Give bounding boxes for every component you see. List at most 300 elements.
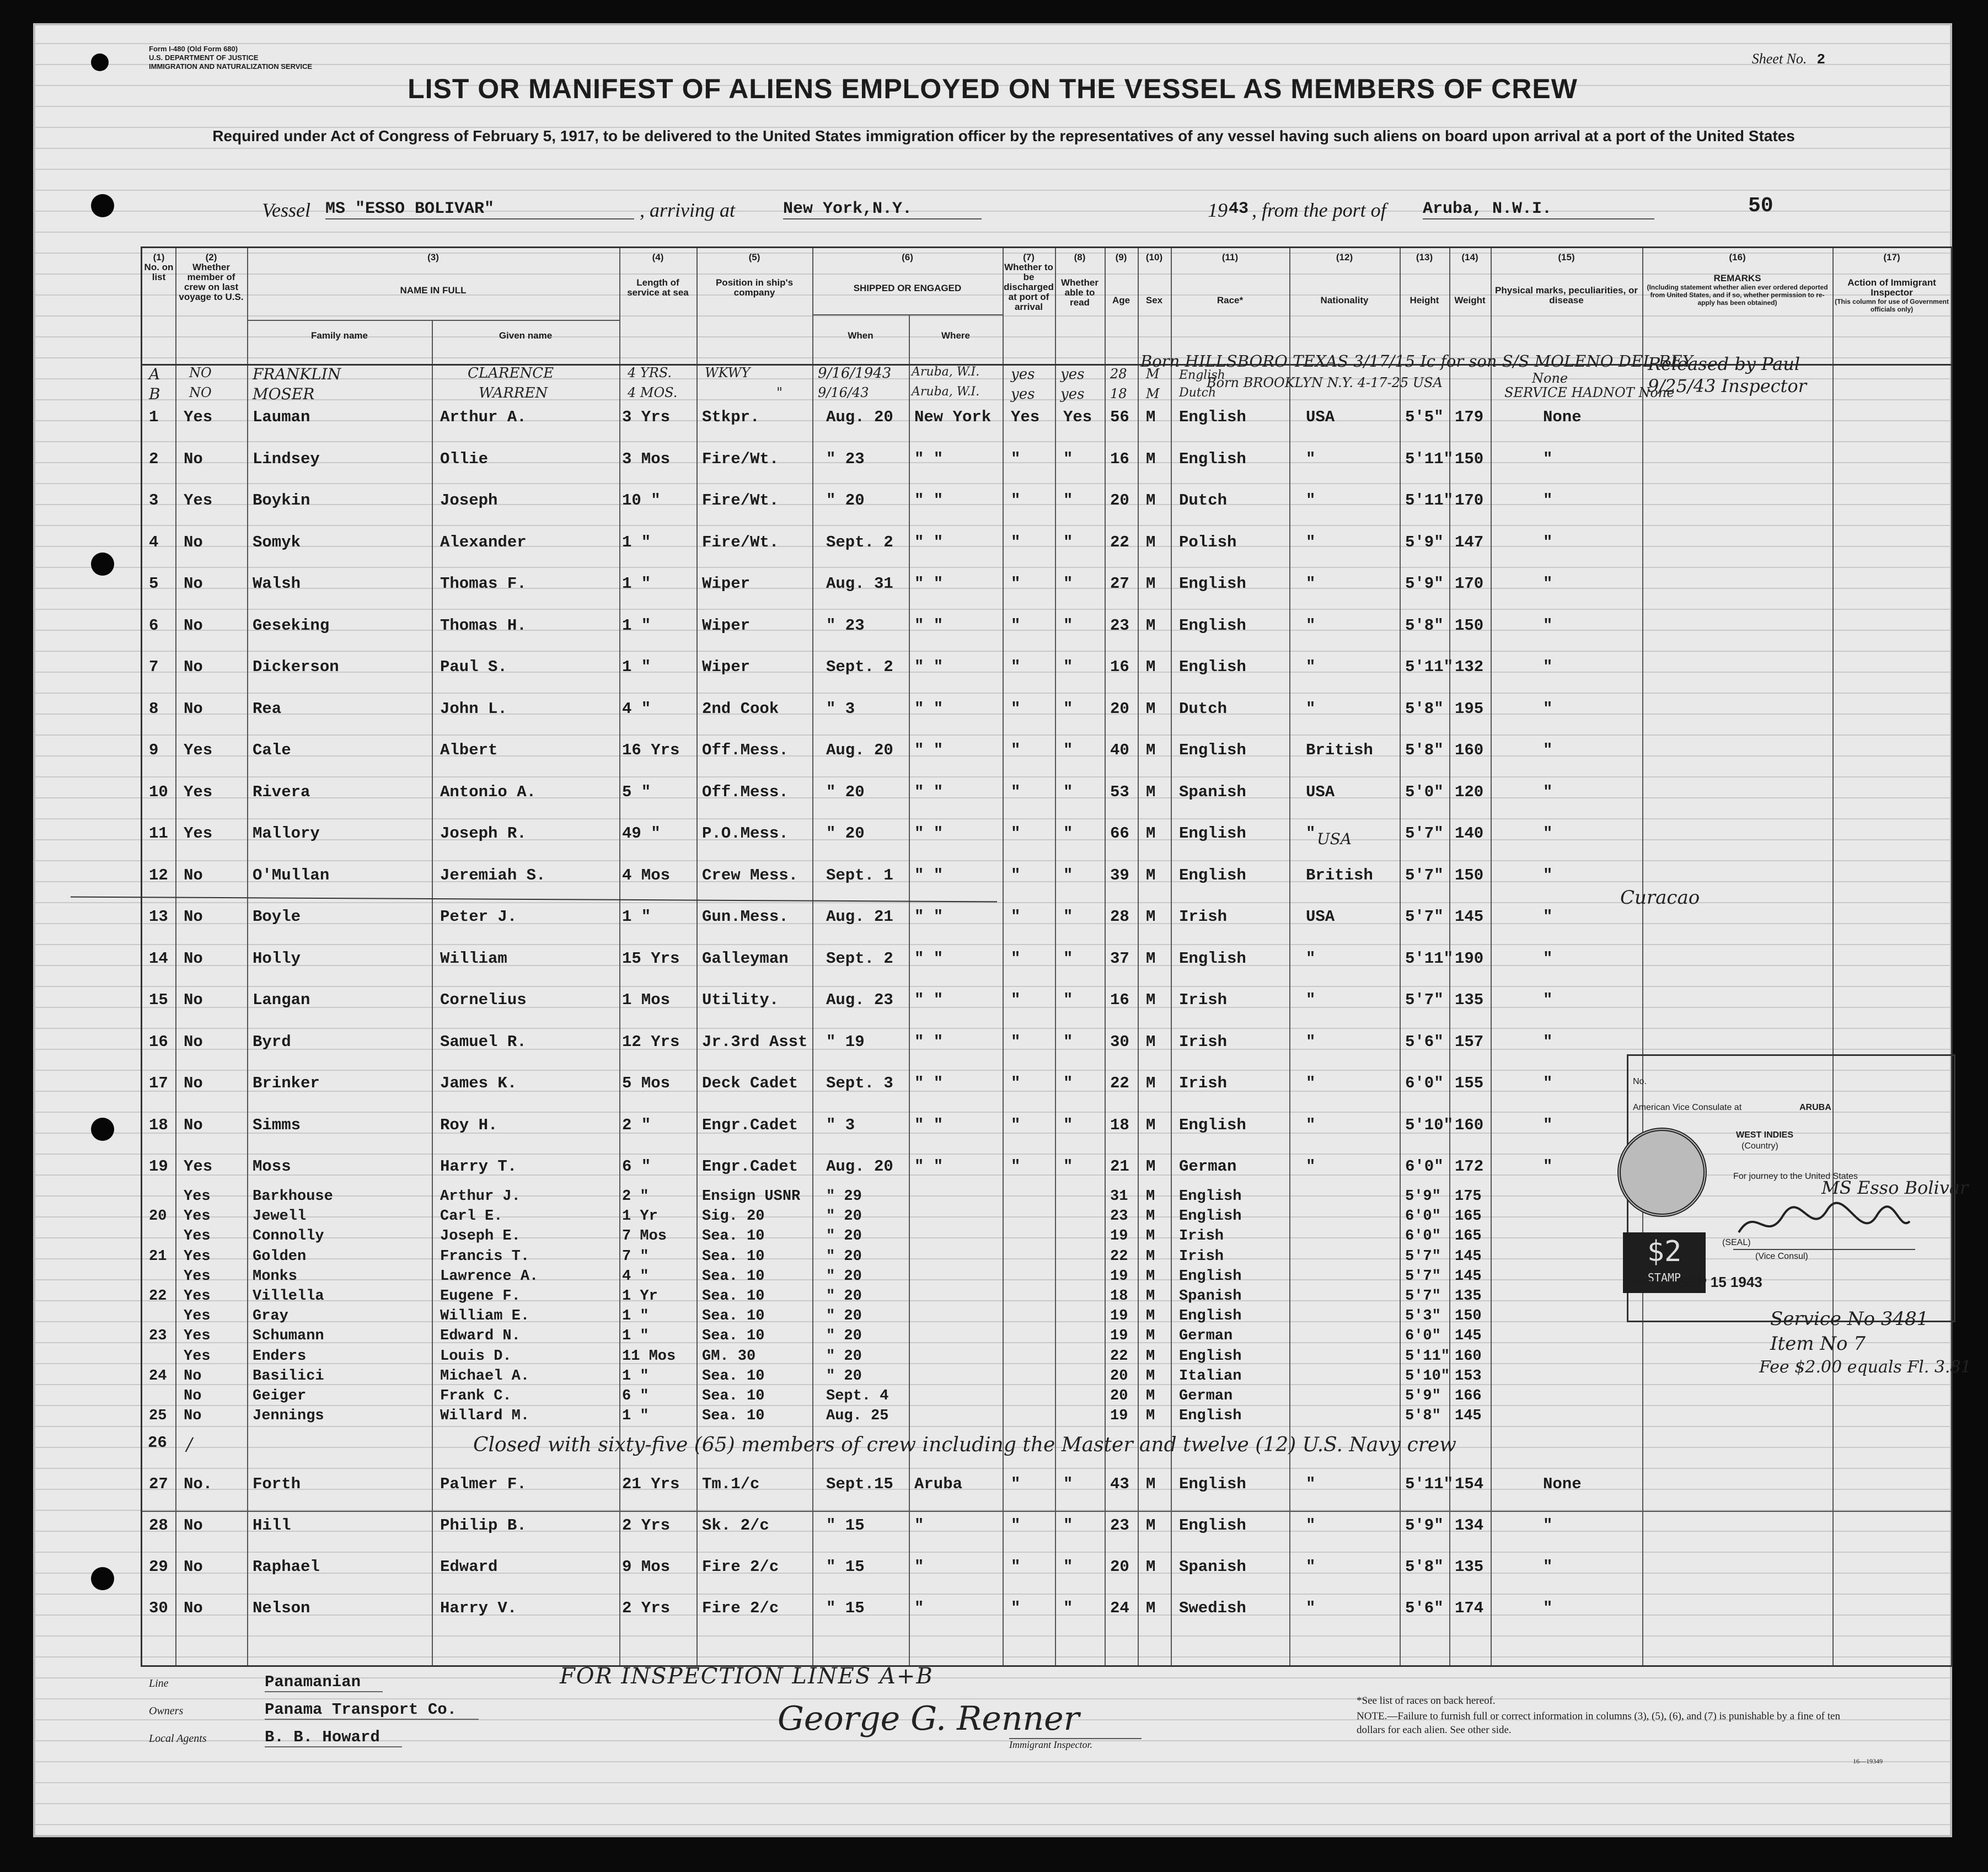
cell-weight: 154 [1455, 1475, 1484, 1493]
col6-header: (6) SHIPPED OR ENGAGED [853, 252, 962, 293]
cell-phys: " [1543, 1115, 1553, 1134]
cell-when: " 20 [826, 491, 865, 509]
cell-last: No [184, 1115, 203, 1134]
cell-last: No [184, 949, 203, 968]
cell-position: P.O.Mess. [702, 824, 789, 843]
cell-last: No [184, 991, 203, 1009]
cell-weight: 170 [1455, 575, 1484, 593]
cell-height: 5'8" [1405, 616, 1444, 635]
cell-service: 1 " [622, 658, 651, 676]
cell-last: Yes [184, 1157, 213, 1176]
cell-weight: 145 [1455, 1248, 1482, 1265]
cell-position: 2nd Cook [702, 699, 779, 718]
cell-service: 1 Yr [622, 1208, 658, 1225]
cell-age: 27 [1110, 575, 1129, 593]
cell-weight: 157 [1455, 1032, 1484, 1051]
cell-position: Wiper [702, 575, 751, 593]
cell-no: 25 [149, 1408, 167, 1425]
cell-position: Tm.1/c [702, 1475, 760, 1493]
cell-race: English [1179, 1348, 1242, 1365]
cell-read: " [1063, 533, 1073, 551]
cell-height: 5'5" [1405, 408, 1444, 426]
cell-no: 30 [149, 1599, 168, 1617]
cell-phys: " [1543, 658, 1553, 676]
cell-phys: " [1543, 1599, 1553, 1617]
cell-read: " [1063, 1032, 1073, 1051]
cell-race: Irish [1179, 991, 1228, 1009]
cell-height: 5'11" [1405, 449, 1454, 468]
cell-given: Eugene F. [440, 1288, 521, 1305]
col10-header: (10) Sex [1145, 252, 1163, 305]
cell-disch: " [1011, 1599, 1021, 1617]
cell-position: Off.Mess. [702, 782, 789, 801]
cell-age: 20 [1110, 1367, 1128, 1385]
cell-family: Lauman [253, 408, 310, 426]
cell-no: 11 [149, 824, 168, 843]
cell-when: " 20 [826, 1328, 862, 1345]
cell-no: 27 [149, 1475, 168, 1493]
cell-service: 7 Mos [622, 1228, 667, 1245]
print-code: 16—19349 [1853, 1757, 1883, 1765]
cell-nat: " [1306, 1516, 1316, 1535]
cell-when: " 20 [826, 1248, 862, 1265]
cell-last: Yes [184, 824, 213, 843]
cell-read: Yes [1063, 408, 1092, 426]
cell-where: " " [914, 491, 944, 509]
cell-sex: M [1146, 658, 1156, 676]
consular-seal [1617, 1128, 1707, 1217]
cell-weight: 145 [1455, 1268, 1482, 1285]
cell-family: Dickerson [253, 658, 339, 676]
cell-where: " [914, 1516, 924, 1535]
cell-weight: 145 [1455, 1408, 1482, 1425]
cell-phys: " [1543, 1558, 1553, 1576]
cell-position: Sea. 10 [702, 1408, 765, 1425]
cell-height: 6'0" [1405, 1228, 1441, 1245]
inspection-note: FOR INSPECTION LINES A+B [560, 1664, 934, 1689]
cell-where: " " [914, 949, 944, 968]
cell-nat: " [1306, 616, 1316, 635]
cell-height: 5'6" [1405, 1599, 1444, 1617]
cell-race: English [1179, 449, 1246, 468]
cell-sex: M [1146, 1328, 1155, 1345]
cell-family: Jewell [253, 1208, 307, 1225]
cell-service: 1 " [622, 1308, 649, 1325]
cell-service: 10 " [622, 491, 661, 509]
cell-family: O'Mullan [253, 866, 330, 884]
cell-sex: M [1146, 1157, 1156, 1176]
cell-position: Sea. 10 [702, 1388, 765, 1404]
cell-weight: 165 [1455, 1208, 1482, 1225]
cell-disch: " [1011, 1475, 1021, 1493]
cell-nat: USA [1306, 908, 1335, 926]
cell-read: " [1063, 741, 1073, 759]
cell-nat: " [1306, 1475, 1316, 1493]
cell-when: Aug. 23 [826, 991, 893, 1009]
cell-position: Off.Mess. [702, 741, 789, 759]
cell-age: 21 [1110, 1157, 1129, 1176]
cell-service: 7 " [622, 1248, 649, 1265]
col7-header: (7) Whether to be discharged at port of arrival [1004, 252, 1054, 312]
agents-value: B. B. Howard [265, 1728, 402, 1747]
cell-family: Mallory [253, 824, 320, 843]
cell-weight: 120 [1455, 782, 1484, 801]
cell-race: Spanish [1179, 1558, 1246, 1576]
cell-race: English [1179, 1208, 1242, 1225]
cell-disch: " [1011, 491, 1021, 509]
cell-weight: 172 [1455, 1157, 1484, 1176]
cell-given: John L. [440, 699, 507, 718]
consul-signature [1733, 1199, 1915, 1250]
vessel-label: Vessel [262, 199, 310, 221]
cell-sex: M [1146, 699, 1156, 718]
cell-given: Samuel R. [440, 1032, 527, 1051]
manifest-title: LIST OR MANIFEST OF ALIENS EMPLOYED ON THE VESSEL AS MEMBERS OF CREW [408, 73, 1578, 104]
fee-note: Fee $2.00 equals Fl. 3.81 [1759, 1358, 1971, 1377]
cell-nat: " [1306, 699, 1316, 718]
cell-height: 5'6" [1405, 1032, 1444, 1051]
cell-sex: M [1146, 1408, 1155, 1425]
cell-age: 66 [1110, 824, 1129, 843]
cell-service: 16 Yrs [622, 741, 680, 759]
cell-where: " [914, 1558, 924, 1576]
cell-height: 5'7" [1405, 1248, 1441, 1265]
cell-when: " 19 [826, 1032, 865, 1051]
cell-where: " " [914, 1115, 944, 1134]
cell-family: Gray [253, 1308, 288, 1325]
cell-service: 49 " [622, 824, 661, 843]
cell-phys: " [1543, 991, 1553, 1009]
cell-height: 5'10" [1405, 1115, 1454, 1134]
consul-date: SEP 15 1943 [1678, 1274, 1762, 1290]
cell-age: 20 [1110, 699, 1129, 718]
cell-position: Stkpr. [702, 408, 760, 426]
cell-position: Crew Mess. [702, 866, 799, 884]
cell-disch: " [1011, 866, 1021, 884]
cell-height: 5'11" [1405, 658, 1454, 676]
punch-hole [91, 1567, 114, 1590]
cell-last: No [184, 1408, 202, 1425]
cell-sex: M [1146, 741, 1156, 759]
col14-header: (14) Weight [1454, 252, 1486, 305]
cell-read: " [1063, 616, 1073, 635]
cell-no: 7 [149, 658, 159, 676]
cell-phys: " [1543, 824, 1553, 843]
cell-last: Yes [184, 1188, 211, 1205]
cell-height: 5'11" [1405, 949, 1454, 968]
cell-read: " [1063, 1599, 1073, 1617]
cell-no: 17 [149, 1074, 168, 1092]
cell-last: No. [184, 1475, 213, 1493]
cell-phys: " [1543, 949, 1553, 968]
col4-header: (4) Length of service at sea [627, 252, 689, 298]
cell-position: Fire 2/c [702, 1558, 779, 1576]
cell-given: Edward N. [440, 1328, 521, 1345]
cell-when: " 23 [826, 449, 865, 468]
cell-last: Yes [184, 1228, 211, 1245]
owners-value: Panama Transport Co. [265, 1701, 479, 1720]
cell-weight: 166 [1455, 1388, 1482, 1404]
cell-weight: 145 [1455, 908, 1484, 926]
cell-when: Aug. 20 [826, 1157, 893, 1176]
cell-age: 16 [1110, 449, 1129, 468]
cell-sex: M [1146, 1268, 1155, 1285]
cell-family: Enders [253, 1348, 307, 1365]
cell-sex: M [1146, 449, 1156, 468]
cell-when: Sept. 2 [826, 658, 893, 676]
cell-service: 1 " [622, 1408, 649, 1425]
cell-position: Galleyman [702, 949, 789, 968]
cell-service: 2 Yrs [622, 1516, 671, 1535]
cell-when: Sept. 1 [826, 866, 893, 884]
cell-family: Geseking [253, 616, 330, 635]
cell-age: 19 [1110, 1328, 1128, 1345]
cell-height: 5'9" [1405, 1516, 1444, 1535]
cell-service: 4 " [622, 1268, 649, 1285]
cell-age: 53 [1110, 782, 1129, 801]
cell-weight: 132 [1455, 658, 1484, 676]
year-prefix: 19 [1208, 199, 1228, 221]
cell-family: Rivera [253, 782, 310, 801]
cell-read: " [1063, 1157, 1073, 1176]
cell-phys: " [1543, 616, 1553, 635]
cell-height: 5'11" [1405, 491, 1454, 509]
cell-when: Sept. 2 [826, 949, 893, 968]
cell-sex: M [1146, 1188, 1155, 1205]
cell-nat: British [1306, 866, 1373, 884]
cell-disch: " [1011, 1115, 1021, 1134]
cell-race: English [1179, 616, 1246, 635]
cell-given: Thomas H. [440, 616, 527, 635]
cell-phys: " [1543, 449, 1553, 468]
cell-race: English [1179, 824, 1246, 843]
cell-given: Carl E. [440, 1208, 503, 1225]
cell-service: 1 " [622, 575, 651, 593]
cell-sex: M [1146, 1228, 1155, 1245]
cell-service: 1 " [622, 1367, 649, 1385]
cell-where: " " [914, 533, 944, 551]
given-name-header: Given name [499, 330, 553, 341]
cell-read: " [1063, 1115, 1073, 1134]
cell-where: New York [914, 408, 992, 426]
cell-service: 2 " [622, 1188, 649, 1205]
col16-header: (16) REMARKS (Including statement whether alien ever ordered deported from United States, and if so, whether permission to re-apply has been obtained) [1647, 252, 1828, 307]
cell-disch: Yes [1011, 408, 1040, 426]
cell-family: Boykin [253, 491, 310, 509]
cell-height: 5'7" [1405, 824, 1444, 843]
cell-service: 4 Mos [622, 866, 671, 884]
cell-race: German [1179, 1328, 1233, 1345]
cell-service: 6 " [622, 1388, 649, 1404]
cell-given: Francis T. [440, 1248, 530, 1265]
cell-sex: M [1146, 1367, 1155, 1385]
cell-service: 1 Mos [622, 991, 671, 1009]
cell-age: 22 [1110, 1074, 1129, 1092]
cell-age: 40 [1110, 741, 1129, 759]
release-remark: Released by Paul 9/25/43 Inspector [1648, 353, 1807, 396]
cell-position: Sea. 10 [702, 1328, 765, 1345]
row13-remark: Curacao [1620, 887, 1700, 909]
cell-read: " [1063, 449, 1073, 468]
cell-read: " [1063, 1558, 1073, 1576]
cell-phys: " [1543, 1032, 1553, 1051]
cell-race: English [1179, 575, 1246, 593]
cell-sex: M [1146, 575, 1156, 593]
cell-given: Joseph E. [440, 1228, 521, 1245]
cell-family: Moss [253, 1157, 291, 1176]
cell-when: Sept. 2 [826, 533, 893, 551]
cell-nat: USA [1306, 408, 1335, 426]
vessel-line [33, 194, 1952, 227]
line-value: Panamanian [265, 1673, 383, 1692]
cell-position: Sea. 10 [702, 1367, 765, 1385]
cell-position: Gun.Mess. [702, 908, 789, 926]
cell-position: Engr.Cadet [702, 1157, 799, 1176]
cell-where: " " [914, 1157, 944, 1176]
cell-sex: M [1146, 1208, 1155, 1225]
crew-table: (1) No. on list (2) Whether member of crew on last voyage to U.S. (3) NAME IN FULL Family name Given name (4) Length of service at sea (5) Position in ship's company (6) SHIPPED OR ENGAGED When Where (7) Whether to be discharged at port of arrival (8) Whether able to read (9) Age (10) Sex (11) Race* (12) Nationality (13) Height (14) Weight (15) Physical marks, peculiarities, or disease (16) REMARKS (Including statement whether alien ever ordered deported from United States, and if so, whether permission to re-apply has been obtained) (17) Action of Immigrant Inspector (This column for use of Government officials only) A NO FRANKLIN CLARENCE 4 YRS. WKWY 9/16/1943 Aruba, W.I. yes yes 28 M English Born HILLSBORO TEXAS 3/17/15 Ic for son S/S MOLENO DEL REY None B NO MOSER WARREN 4 MOS. " 9/16/43 Aruba, W.I. yes yes 18 M Dutch Born BROOKLYN N.Y. 4-17-25 USA SERVICE HADNOT None Released by Paul 9/25/43 Inspector 1 Yes Lauman Arthur A. 3 Yrs Stkpr. Aug. 20 New York Yes Yes 56 M English USA 5'5" 179 None 2 No Lindsey Ollie 3 Mos Fire/Wt. " 23 " " " " 16 M English " 5'11" 150 " 3 Yes Boykin Joseph 10 " Fire/Wt. " 20 " " " " 20 M Dutch " 5'11" 170 " 4 No Somyk Alexander 1 " Fire/Wt. Sept. 2 " " " " 22 M Polish " 5'9" 147 " 5 No Walsh Thomas F. 1 " Wiper Aug. 31 " " " " 27 M English " 5'9" 170 " 6 No Geseking Thomas H. 1 " Wiper " 23 " " " " 23 M English " 5'8" 150 " 7 No Dickerson Paul S. 1 " Wiper Sept. 2 " " " " 16 M English " 5'11" 132 " 8 No Rea John L. 4 " 2nd Cook " 3 " " " " 20 M Dutch " 5'8" 195 " 9 Yes Cale Albert 16 Yrs Off.Mess. Aug. 20 " " " " 40 M English British 5'8" 160 " 10 Yes Rivera Antonio A. 5 " Off.Mess. " 20 " " " " 53 M Spanish USA 5'0" 120 " 11 Yes Mallory Joseph R. 49 " P.O.Mess. " 20 " " " " 66 M English " 5'7" 140 " 12 No O'Mullan Jeremiah S. 4 Mos Crew Mess. Sept. 1 " " " " 39 M English British 5'7" 150 " 13 No Boyle Peter J. 1 " Gun.Mess. Aug. 21 " " " " 28 M Irish USA 5'7" 145 " 14 No Holly William 15 Yrs Galleyman Sept. 2 " " " " 37 M English " 5'11" 190 " 15 No Langan Cornelius 1 Mos Utility. Aug. 23 " " " " 16 M Irish " 5'7" 135 " 16 No Byrd Samuel R. 12 Yrs Jr.3rd Asst " 19 " " " " 30 M Irish " 5'6" 157 " 17 No Brinker James K. 5 Mos Deck Cadet Sept. 3 " " " " 22 M Irish " 6'0" 155 " 18 No Simms Roy H. 2 " Engr.Cadet " 3 " " " " 18 M English " 5'10" 160 " 19 Yes Moss Harry T. 6 " Engr.Cadet Aug. 20 " " " " 21 M German " 6'0" 172 " Yes Barkhouse Arthur J. 2 " Ensign USNR " 29 31 M English 5'9" 175 20 Yes Jewell Carl E. 1 Yr Sig. 20 " 20 23 M English 6'0" 165 Yes Connolly Joseph E. 7 Mos Sea. 10 " 20 19 M Irish 6'0" 165 21 Yes Golden Francis T. 7 " Sea. 10 " 20 22 M Irish 5'7" 145 Yes Monks Lawrence A. 4 " Sea. 10 " 20 19 M English 5'7" 145 22 Yes Villella Eugene F. 1 Yr Sea. 10 " 20 18 M Spanish 5'7" 135 Yes Gray William E. 1 " Sea. 10 " 20 19 M English 5'3" 150 23 Yes Schumann Edward N. 1 " Sea. 10 " 20 19 M German 6'0" 145 Yes Enders Louis D. 11 Mos GM. 30 " 20 22 M English 5'11" 160 24 No Basilici Michael A. 1 " Sea. 10 " 20 20 M Italian 5'10" 153 No Geiger Frank C. 6 " Sea. 10 Sept. 4 20 M German 5'9" 166 25 No Jennings Willard M. 1 " Sea. 10 Aug. 25 19 M English 5'8" 145 26 / Closed with sixty-five (65) members of crew including the Master and twelve (12) U.S. Navy crew 27 No. Forth Palmer F. 21 Yrs Tm.1/c Sept.15 Aruba " " 43 M English " 5'11" 154 None 28 No Hill Philip B. 2 Yrs Sk. 2/c " 15 " " " 23 M English " 5'9" 134 " 29 No Raphael Edward 9 Mos Fire 2/c " 15 " " " 20 M Spanish " 5'8" 135 " 30 No Nelson Harry V. 2 Yrs Fire 2/c " 15 " " " 24 M Swedish " 5'6" 174 " USA Curacao [141, 246, 1953, 1667]
cell-service: 6 " [622, 1157, 651, 1176]
cell-sex: M [1146, 491, 1156, 509]
cell-sex: M [1146, 1516, 1156, 1535]
consular-stamp: No. American Vice Consulate at ARUBA WEST INDIES (Country) For journey to the United States MS Esso Bolivar (SEAL) $2 STAMP (Vice Consul) Date SEP 15 1943 [1627, 1054, 1955, 1322]
cell-service: 2 Yrs [622, 1599, 671, 1617]
cell-family: Walsh [253, 575, 301, 593]
punch-hole [91, 1118, 114, 1141]
cell-phys: " [1543, 866, 1553, 884]
cell-nat: " [1306, 991, 1316, 1009]
cell-disch: " [1011, 1157, 1021, 1176]
cell-no: 29 [149, 1558, 168, 1576]
cell-service: 5 " [622, 782, 651, 801]
year-value: 43 [1229, 200, 1249, 218]
cell-nat: " [1306, 1074, 1316, 1092]
cell-last: No [184, 908, 203, 926]
cell-disch: " [1011, 616, 1021, 635]
cell-when: " 15 [826, 1516, 865, 1535]
cell-where: " " [914, 908, 944, 926]
cell-height: 5'0" [1405, 782, 1444, 801]
cell-disch: " [1011, 949, 1021, 968]
cell-service: 11 Mos [622, 1348, 676, 1365]
cell-when: " 29 [826, 1188, 862, 1205]
cell-race: English [1179, 1308, 1242, 1325]
cell-no: 24 [149, 1367, 167, 1385]
cell-when: " 20 [826, 1268, 862, 1285]
cell-height: 5'7" [1405, 1268, 1441, 1285]
cell-read: " [1063, 1074, 1073, 1092]
col13-header: (13) Height [1410, 252, 1439, 305]
cell-weight: 160 [1455, 1348, 1482, 1365]
row13-strike-line [71, 897, 997, 903]
cell-when: Aug. 20 [826, 741, 893, 759]
cell-race: German [1179, 1388, 1233, 1404]
cell-family: Villella [253, 1288, 324, 1305]
cell-age: 22 [1110, 1348, 1128, 1365]
cell-last: No [184, 575, 203, 593]
cell-race: Swedish [1179, 1599, 1246, 1617]
cell-where: " " [914, 449, 944, 468]
cell-when: Sept.15 [826, 1475, 893, 1493]
cell-sex: M [1146, 1558, 1156, 1576]
cell-age: 56 [1110, 408, 1129, 426]
cell-given: Ollie [440, 449, 489, 468]
cell-family: Holly [253, 949, 301, 968]
cell-last: Yes [184, 1268, 211, 1285]
service-name: IMMIGRATION AND NATURALIZATION SERVICE [149, 62, 313, 71]
cell-last: No [184, 1599, 203, 1617]
cell-phys: " [1543, 491, 1553, 509]
cell-last: Yes [184, 1208, 211, 1225]
cell-sex: M [1146, 949, 1156, 968]
cell-height: 5'7" [1405, 908, 1444, 926]
cell-phys: " [1543, 782, 1553, 801]
cell-family: Boyle [253, 908, 301, 926]
cell-position: Sk. 2/c [702, 1516, 769, 1535]
cell-phys: " [1543, 908, 1553, 926]
cell-last: Yes [184, 1348, 211, 1365]
item-number: Item No 7 [1770, 1333, 1866, 1355]
col2-header: (2) Whether member of crew on last voyage to U.S. [179, 252, 244, 302]
cell-when: " 3 [826, 1115, 855, 1134]
cell-nat: " [1306, 949, 1316, 968]
cell-nat: " [1306, 1115, 1316, 1134]
cell-where: Aruba [914, 1475, 963, 1493]
cell-disch: " [1011, 824, 1021, 843]
cell-weight: 165 [1455, 1228, 1482, 1245]
cell-age: 23 [1110, 1208, 1128, 1225]
cell-race: Dutch [1179, 699, 1228, 718]
cell-read: " [1063, 658, 1073, 676]
cell-last: No [184, 699, 203, 718]
cell-disch: " [1011, 1074, 1021, 1092]
cell-weight: 153 [1455, 1367, 1482, 1385]
cell-given: Louis D. [440, 1348, 512, 1365]
cell-given: Philip B. [440, 1516, 527, 1535]
cell-service: 15 Yrs [622, 949, 680, 968]
arriving-port: New York,N.Y. [783, 200, 982, 219]
cell-no: 3 [149, 491, 159, 509]
cell-age: 24 [1110, 1599, 1129, 1617]
cell-disch: " [1011, 449, 1021, 468]
cell-no: 19 [149, 1157, 168, 1176]
cell-no: 4 [149, 533, 159, 551]
cell-age: 23 [1110, 1516, 1129, 1535]
cell-phys: " [1543, 699, 1553, 718]
cell-given: Lawrence A. [440, 1268, 539, 1285]
cell-age: 30 [1110, 1032, 1129, 1051]
cell-weight: 160 [1455, 741, 1484, 759]
col12-header: (12) Nationality [1320, 252, 1369, 305]
cell-sex: M [1146, 1348, 1155, 1365]
cell-where: " " [914, 616, 944, 635]
cell-read: " [1063, 908, 1073, 926]
cell-no: 21 [149, 1248, 167, 1265]
cell-service: 9 Mos [622, 1558, 671, 1576]
cell-age: 16 [1110, 991, 1129, 1009]
cell-service: 1 " [622, 616, 651, 635]
department: U.S. DEPARTMENT OF JUSTICE [149, 53, 259, 62]
cell-last: Yes [184, 1308, 211, 1325]
sheet-number: Sheet No. 2 [1751, 51, 1825, 68]
punch-hole [91, 553, 114, 576]
cell-given: Harry V. [440, 1599, 517, 1617]
cell-race: Irish [1179, 1074, 1228, 1092]
cell-age: 19 [1110, 1408, 1128, 1425]
cell-when: " 20 [826, 1348, 862, 1365]
cell-height: 5'9" [1405, 575, 1444, 593]
cell-phys: " [1543, 1074, 1553, 1092]
